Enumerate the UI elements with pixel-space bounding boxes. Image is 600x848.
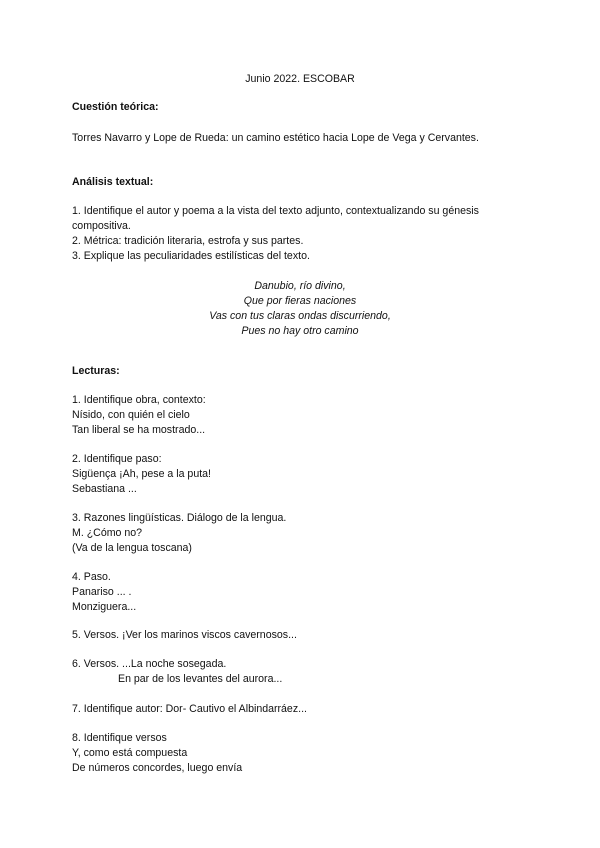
reading-line: Sebastiana ... (72, 483, 137, 495)
reading-line: Tan liberal se ha mostrado... (72, 424, 206, 436)
poem-line: Que por fieras naciones (243, 295, 357, 307)
readings-section (72, 364, 532, 379)
document-header: Junio 2022. ESCOBAR (245, 73, 355, 85)
poem-block (0, 279, 600, 339)
theory-section (72, 100, 532, 115)
theory-text: Torres Navarro y Lope de Rueda: un camino estético hacia Lope de Vega y Cervantes. (72, 132, 479, 144)
reading-item-6 (72, 657, 532, 687)
reading-item-1 (72, 393, 532, 438)
reading-item-7 (72, 702, 532, 717)
analysis-heading: Análisis textual: (72, 176, 154, 188)
reading-line: En par de los levantes del aurora... (118, 673, 283, 685)
reading-line: 8. Identifique versos (72, 732, 167, 744)
analysis-item-1: 1. Identifique el autor y poema a la vista del texto adjunto, contextualizando su génesis compositiva. (72, 205, 479, 232)
poem-line: Danubio, río divino, (254, 280, 346, 292)
reading-line: Monziguera... (72, 601, 137, 613)
readings-heading: Lecturas: (72, 365, 120, 377)
reading-line: De números concordes, luego envía (72, 762, 243, 774)
poem-line: Pues no hay otro camino (241, 325, 359, 337)
reading-line: Panariso ... . (72, 586, 132, 598)
reading-line: M. ¿Cómo no? (72, 527, 143, 539)
theory-heading: Cuestión teórica: (72, 101, 159, 113)
reading-item-5 (72, 628, 532, 643)
reading-line: Nísido, con quién el cielo (72, 409, 190, 421)
reading-item-8 (72, 731, 532, 776)
reading-line: 4. Paso. (72, 571, 111, 583)
reading-item-4 (72, 570, 532, 615)
analysis-item-2: 2. Métrica: tradición literaria, estrofa y sus partes. (72, 235, 304, 247)
reading-line: 3. Razones lingüísticas. Diálogo de la lengua. (72, 512, 287, 524)
reading-line: 2. Identifique paso: (72, 453, 162, 465)
analysis-items-list (72, 204, 532, 264)
reading-item-3 (72, 511, 532, 556)
poem-line: Vas con tus claras ondas discurriendo, (209, 310, 391, 322)
analysis-section (72, 175, 532, 190)
analysis-item-3: 3. Explique las peculiaridades estilísticas del texto. (72, 250, 310, 262)
theory-text-block (72, 131, 532, 146)
reading-line: Y, como está compuesta (72, 747, 188, 759)
reading-line: 7. Identifique autor: Dor- Cautivo el Albindarráez... (72, 703, 307, 715)
reading-line: 6. Versos. ...La noche sosegada. (72, 658, 227, 670)
reading-line: 1. Identifique obra, contexto: (72, 394, 206, 406)
reading-item-2 (72, 452, 532, 497)
reading-line: (Va de la lengua toscana) (72, 542, 192, 554)
reading-line: Sigüença ¡Ah, pese a la puta! (72, 468, 211, 480)
reading-line: 5. Versos. ¡Ver los marinos viscos cavernosos... (72, 629, 297, 641)
